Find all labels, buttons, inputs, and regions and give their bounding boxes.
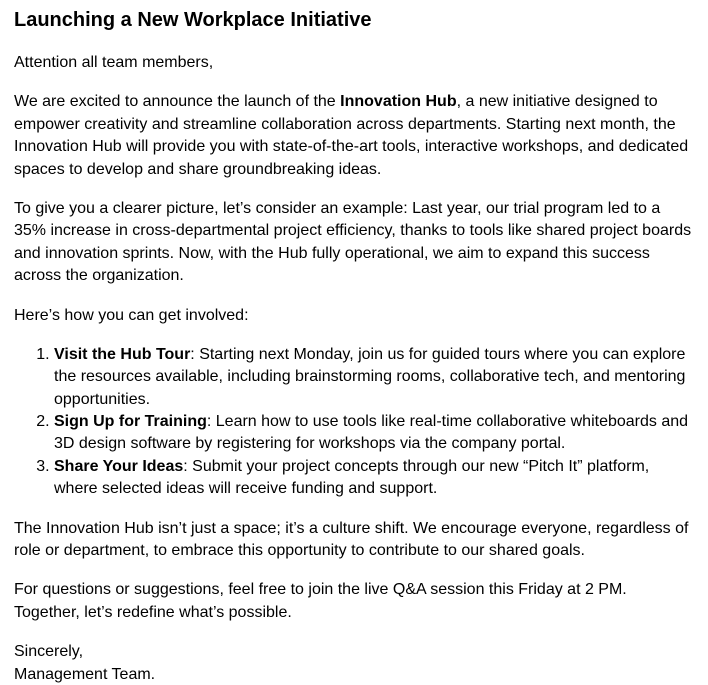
paragraph-example: To give you a clearer picture, let’s consider an example: Last year, our trial program led to a 35% increase in cross-departmental project efficiency, thanks to tools like shared project boards and innovation sprints. Now, with the Hub fully operational, we aim to expand this success across the organization.	[14, 199, 692, 285]
list-item-sign-up-training: 2. Sign Up for Training: Learn how to use tools like real-time collaborative whiteboards and 3D design software by registering for workshops via the company portal.	[54, 411, 694, 456]
paragraph-intro: We are excited to announce the launch of the Innovation Hub, a new initiative designed to empower creativity and streamline collaboration across departments. Starting next month, the Innovation Hub will provide you with state-of-the-art tools, interactive workshops, and dedicated spaces to develop and share groundbreaking ideas.	[14, 93, 689, 178]
paragraph-involved-intro: Here’s how you can get involved:	[14, 306, 249, 324]
paragraph-questions: For questions or suggestions, feel free to join the live Q&A session this Friday at 2 PM. Together, let’s redefine what’s possible.	[14, 581, 627, 621]
paragraph-signoff	[14, 641, 694, 685]
numbered-list	[14, 344, 694, 501]
list-item-share-your-ideas: 3. Share Your Ideas: Submit your project concepts through our new “Pitch It” platform, where selected ideas will receive funding and support.	[54, 456, 694, 501]
document-title: Launching a New Workplace Initiative	[14, 9, 372, 31]
signoff-closing: Sincerely,	[14, 643, 84, 661]
signoff-name: Management Team.	[14, 665, 156, 683]
paragraph-greeting: Attention all team members,	[14, 54, 214, 71]
list-item-visit-hub-tour: 1. Visit the Hub Tour: Starting next Monday, join us for guided tours where you can explore the resources available, including brainstorming rooms, collaborative tech, and mentoring opportunities.	[54, 344, 694, 411]
paragraph-culture: The Innovation Hub isn’t just a space; it’s a culture shift. We encourage everyone, regardless of role or department, to embrace this opportunity to contribute to our shared goals.	[14, 519, 689, 560]
